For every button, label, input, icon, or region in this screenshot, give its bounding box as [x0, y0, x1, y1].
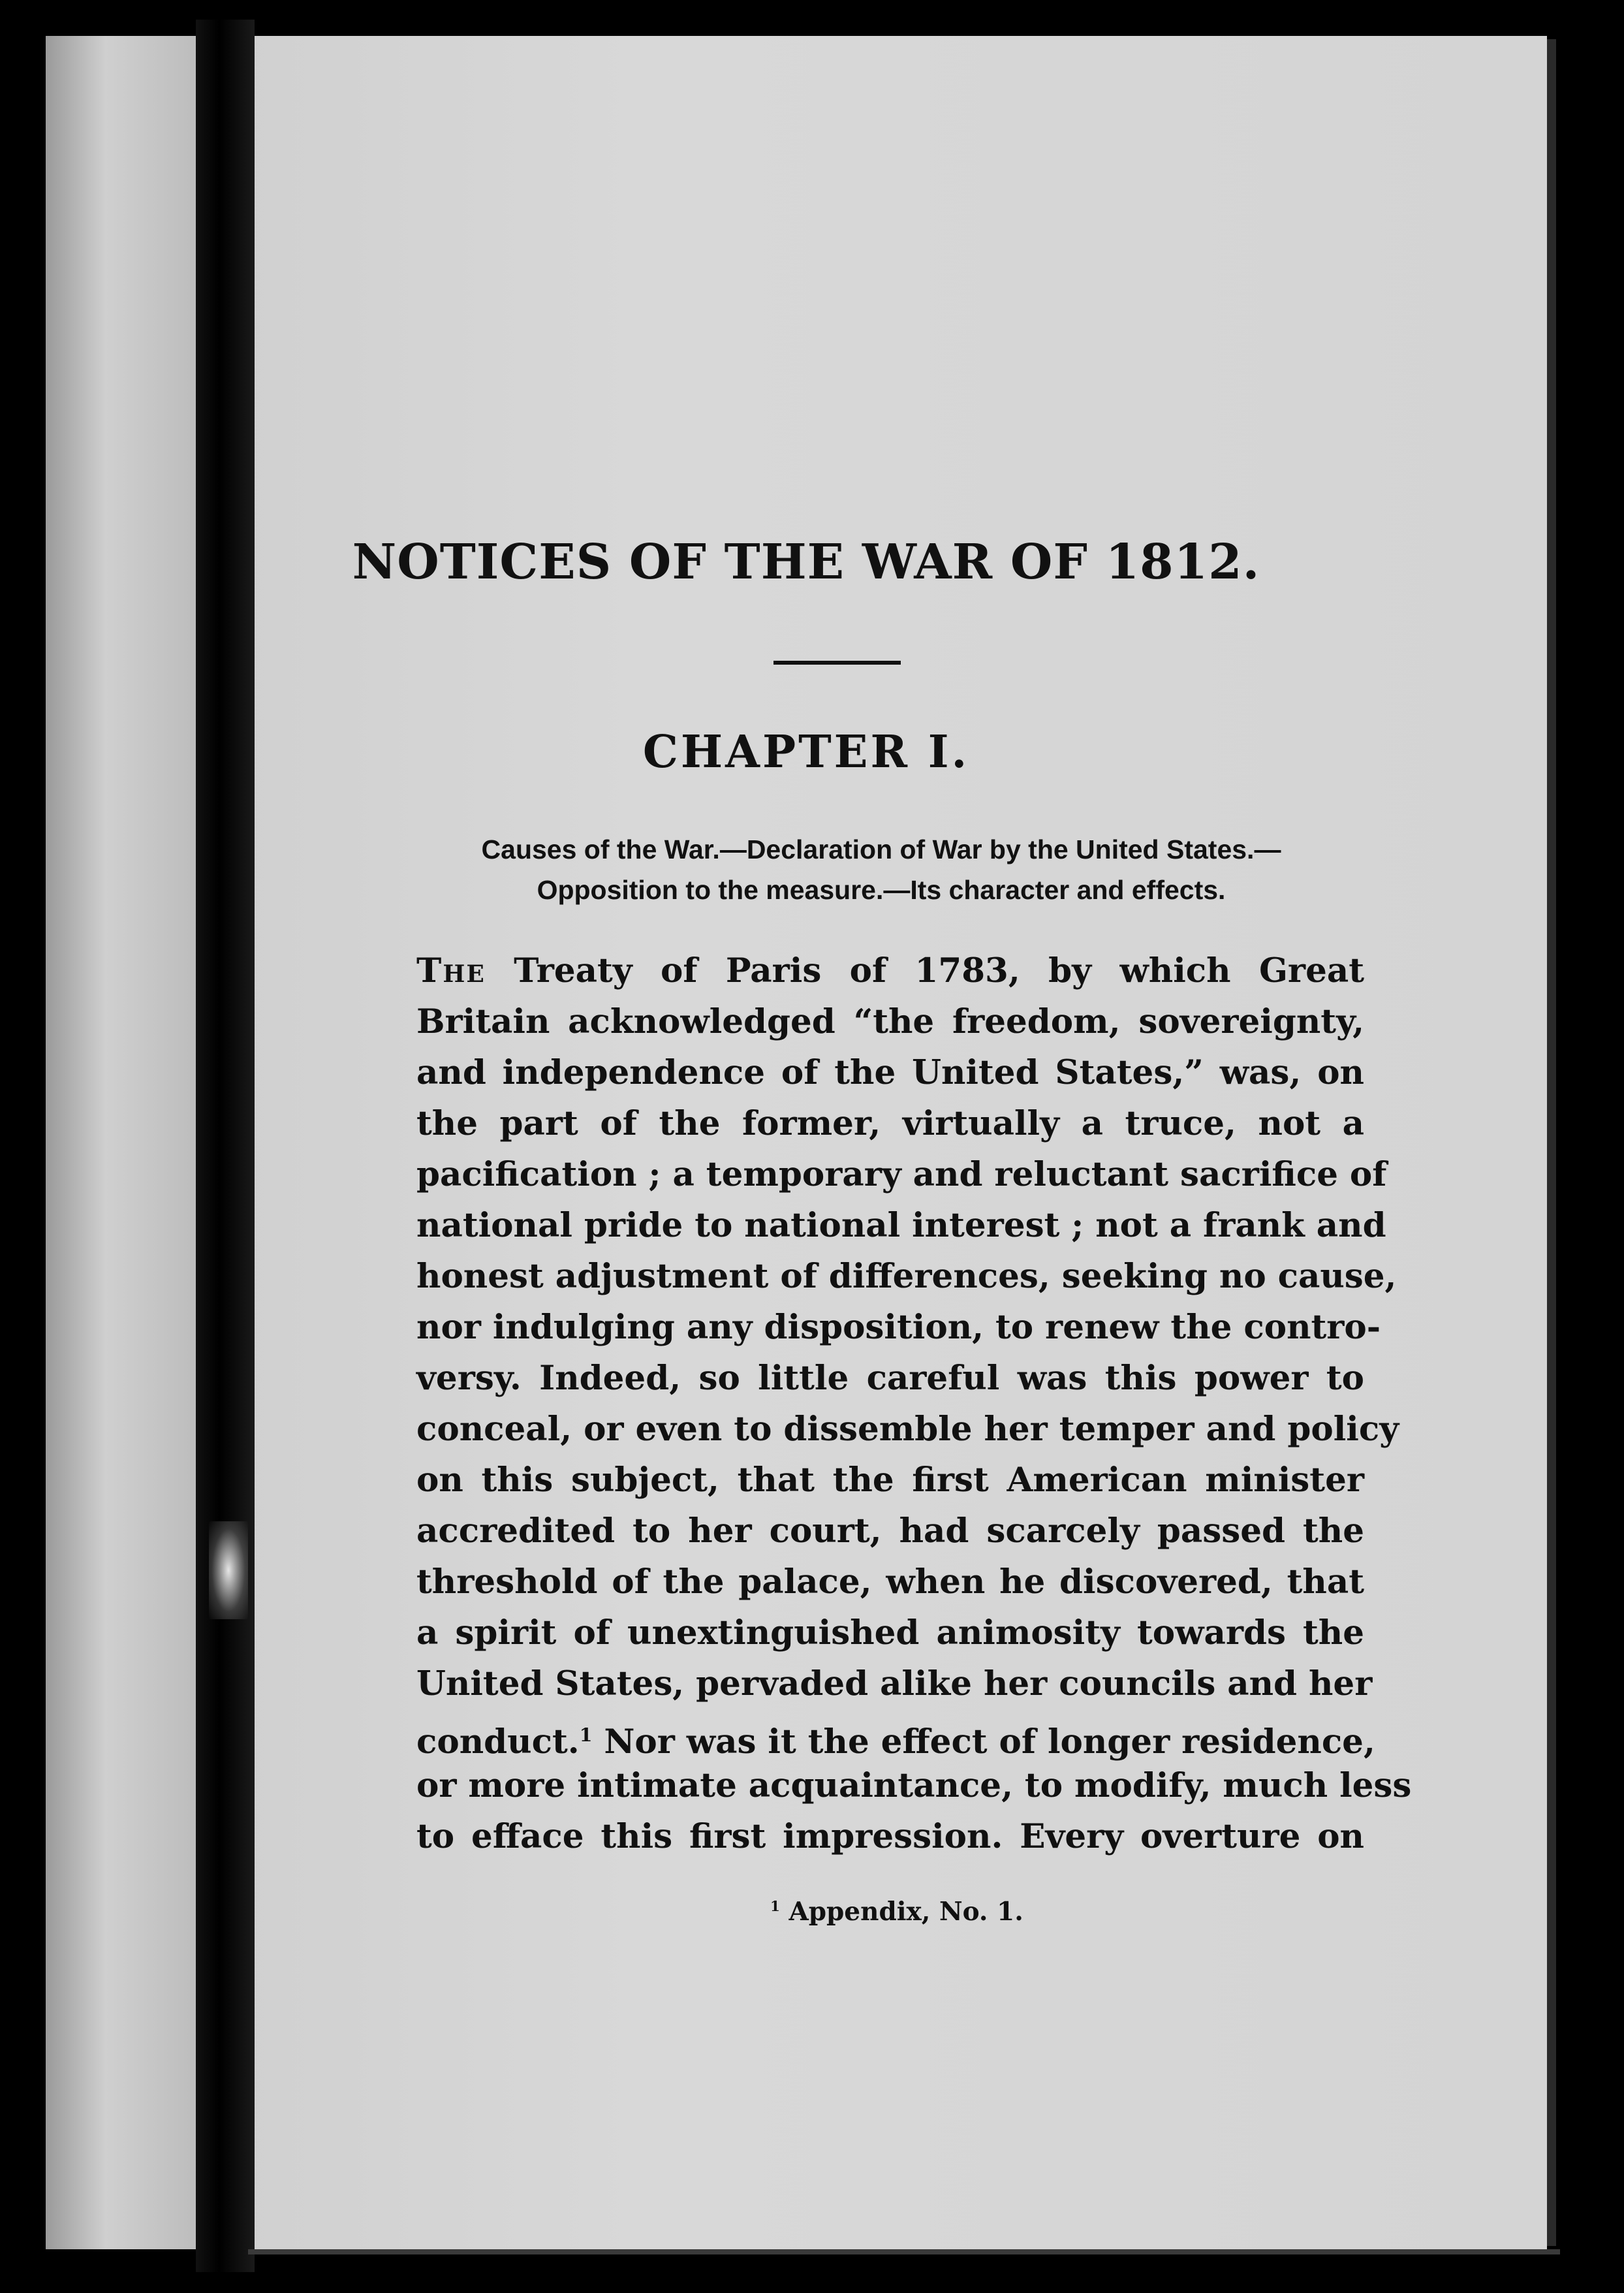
body-line: versy. Indeed, so little careful was this power to: [416, 1359, 1364, 1398]
body-line: [416, 1709, 1375, 1762]
footnote: [770, 1897, 1023, 1927]
body-line: accredited to her court, had scarcely passed the: [416, 1511, 1364, 1551]
body-line: [416, 945, 1364, 996]
lead-word: The: [416, 951, 486, 990]
chapter-heading: CHAPTER I.: [642, 726, 970, 778]
body-line: and independence of the United States,” was, on: [416, 1053, 1364, 1092]
body-line: pacification ; a temporary and reluctant sacrifice of: [416, 1155, 1387, 1194]
body-line-text: Treaty of Paris of 1783, by which Great: [514, 951, 1364, 990]
body-line: on this subject, that the first American minister: [416, 1461, 1364, 1500]
body-line: to efface this first impression. Every overture on: [416, 1817, 1364, 1856]
page-bottom-edge: [248, 2249, 1560, 2254]
book-gutter: [196, 20, 255, 2272]
synopsis-line: Causes of the War.—Declaration of War by the United States.—: [481, 834, 1281, 864]
body-line: conceal, or even to dissemble her temper and policy: [416, 1410, 1399, 1449]
body-line: threshold of the palace, when he discovered, that: [416, 1562, 1364, 1602]
synopsis-line: Opposition to the measure.—Its character and effects.: [537, 875, 1226, 905]
title-rule: [773, 661, 901, 665]
footnote-mark: 1: [770, 1899, 780, 1915]
chapter-synopsis: [392, 829, 1371, 910]
body-text: [416, 945, 1412, 1862]
body-line: nor indulging any disposition, to renew the contro-: [416, 1308, 1381, 1347]
previous-page-sliver: [46, 36, 196, 2249]
body-line-text: conduct.: [416, 1722, 580, 1762]
main-title: NOTICES OF THE WAR OF 1812.: [352, 534, 1260, 590]
body-line-text: Nor was it the effect of longer residence,: [592, 1722, 1375, 1762]
body-line: a spirit of unextinguished animosity towards the: [416, 1613, 1364, 1653]
footnote-text: Appendix, No. 1.: [779, 1897, 1023, 1927]
body-line: the part of the former, virtually a truce, not a: [416, 1104, 1364, 1143]
body-line: national pride to national interest ; not a frank and: [416, 1206, 1386, 1245]
page-edge: [1547, 39, 1556, 2246]
body-line: honest adjustment of differences, seeking no cause,: [416, 1257, 1397, 1296]
body-line: Britain acknowledged “the freedom, sovereignty,: [416, 1002, 1364, 1041]
body-line: or more intimate acquaintance, to modify, much less: [416, 1766, 1412, 1805]
paper-stain: [209, 1521, 248, 1619]
footnote-reference: 1: [579, 1724, 593, 1746]
body-line: United States, pervaded alike her councils and her: [416, 1664, 1373, 1703]
